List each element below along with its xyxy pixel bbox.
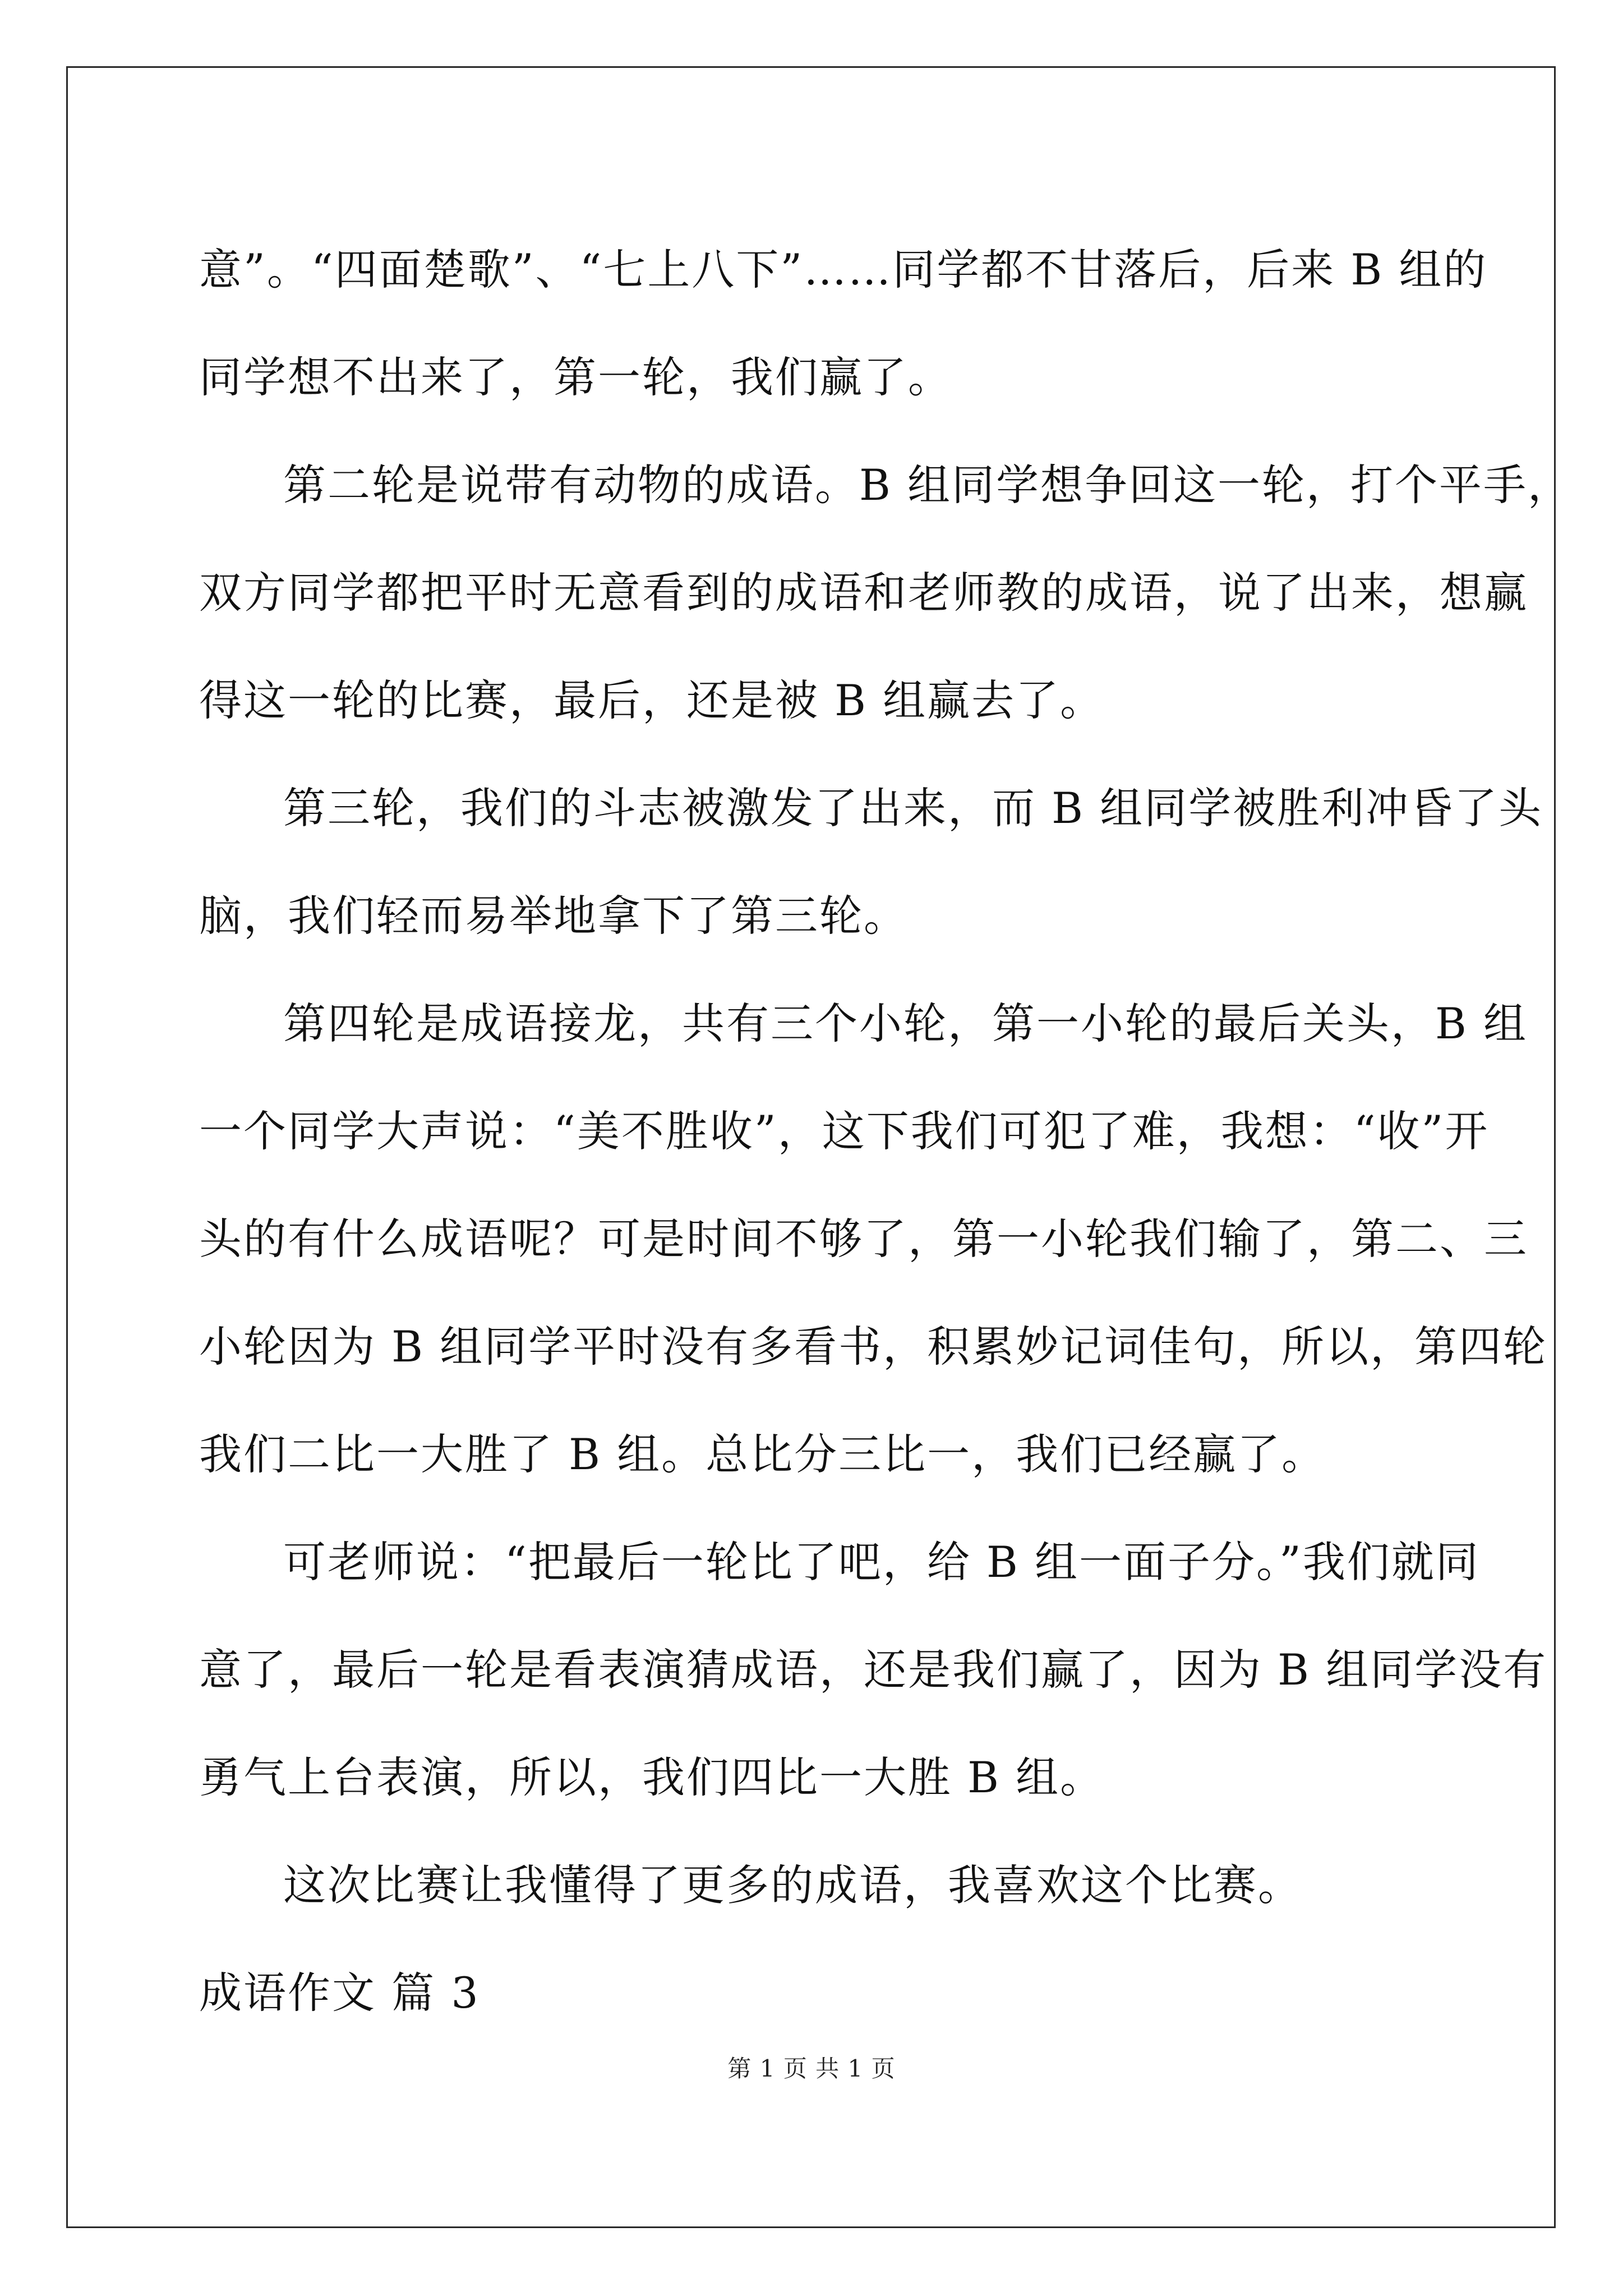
text-line: 可老师说：“把最后一轮比了吧，给 B 组一面子分。”我们就同 — [283, 1537, 1480, 1587]
section-heading: 成语作文 篇 3 — [199, 1968, 480, 2018]
text-line: 头的有什么成语呢？可是时间不够了，第一小轮我们输了，第二、三 — [199, 1214, 1528, 1264]
text-line: 我们二比一大胜了 B 组。总比分三比一，我们已经赢了。 — [199, 1429, 1326, 1479]
text-line: 第四轮是成语接龙，共有三个小轮，第一小轮的最后关头，B 组 — [283, 999, 1528, 1048]
page-footer: 第 1 页 共 1 页 — [727, 2055, 896, 2082]
text-line: 双方同学都把平时无意看到的成语和老师教的成语，说了出来，想赢 — [199, 568, 1528, 618]
text-line: 第二轮是说带有动物的成语。B 组同学想争回这一轮，打个平手， — [283, 460, 1573, 510]
text-line: 脑，我们轻而易举地拿下了第三轮。 — [199, 891, 908, 941]
text-line: 勇气上台表演，所以，我们四比一大胜 B 组。 — [199, 1752, 1105, 1802]
text-line: 这次比赛让我懂得了更多的成语，我喜欢这个比赛。 — [283, 1860, 1302, 1910]
text-line: 意”。“四面楚歌”、“七上八下”……同学都不甘落后，后来 B 组的 — [199, 245, 1488, 295]
document-body — [199, 216, 1573, 2047]
text-line: 同学想不出来了，第一轮，我们赢了。 — [199, 352, 952, 402]
text-line: 小轮因为 B 组同学平时没有多看书，积累妙记词佳句，所以，第四轮 — [199, 1322, 1548, 1372]
body-text — [199, 216, 1573, 1939]
text-line: 意了，最后一轮是看表演猜成语，还是我们赢了，因为 B 组同学没有 — [199, 1645, 1548, 1695]
text-line: 第三轮，我们的斗志被激发了出来，而 B 组同学被胜利冲昏了头 — [283, 783, 1543, 833]
text-line: 一个同学大声说：“美不胜收”，这下我们可犯了难，我想：“收”开 — [199, 1106, 1490, 1156]
text-line: 得这一轮的比赛，最后，还是被 B 组赢去了。 — [199, 675, 1105, 725]
